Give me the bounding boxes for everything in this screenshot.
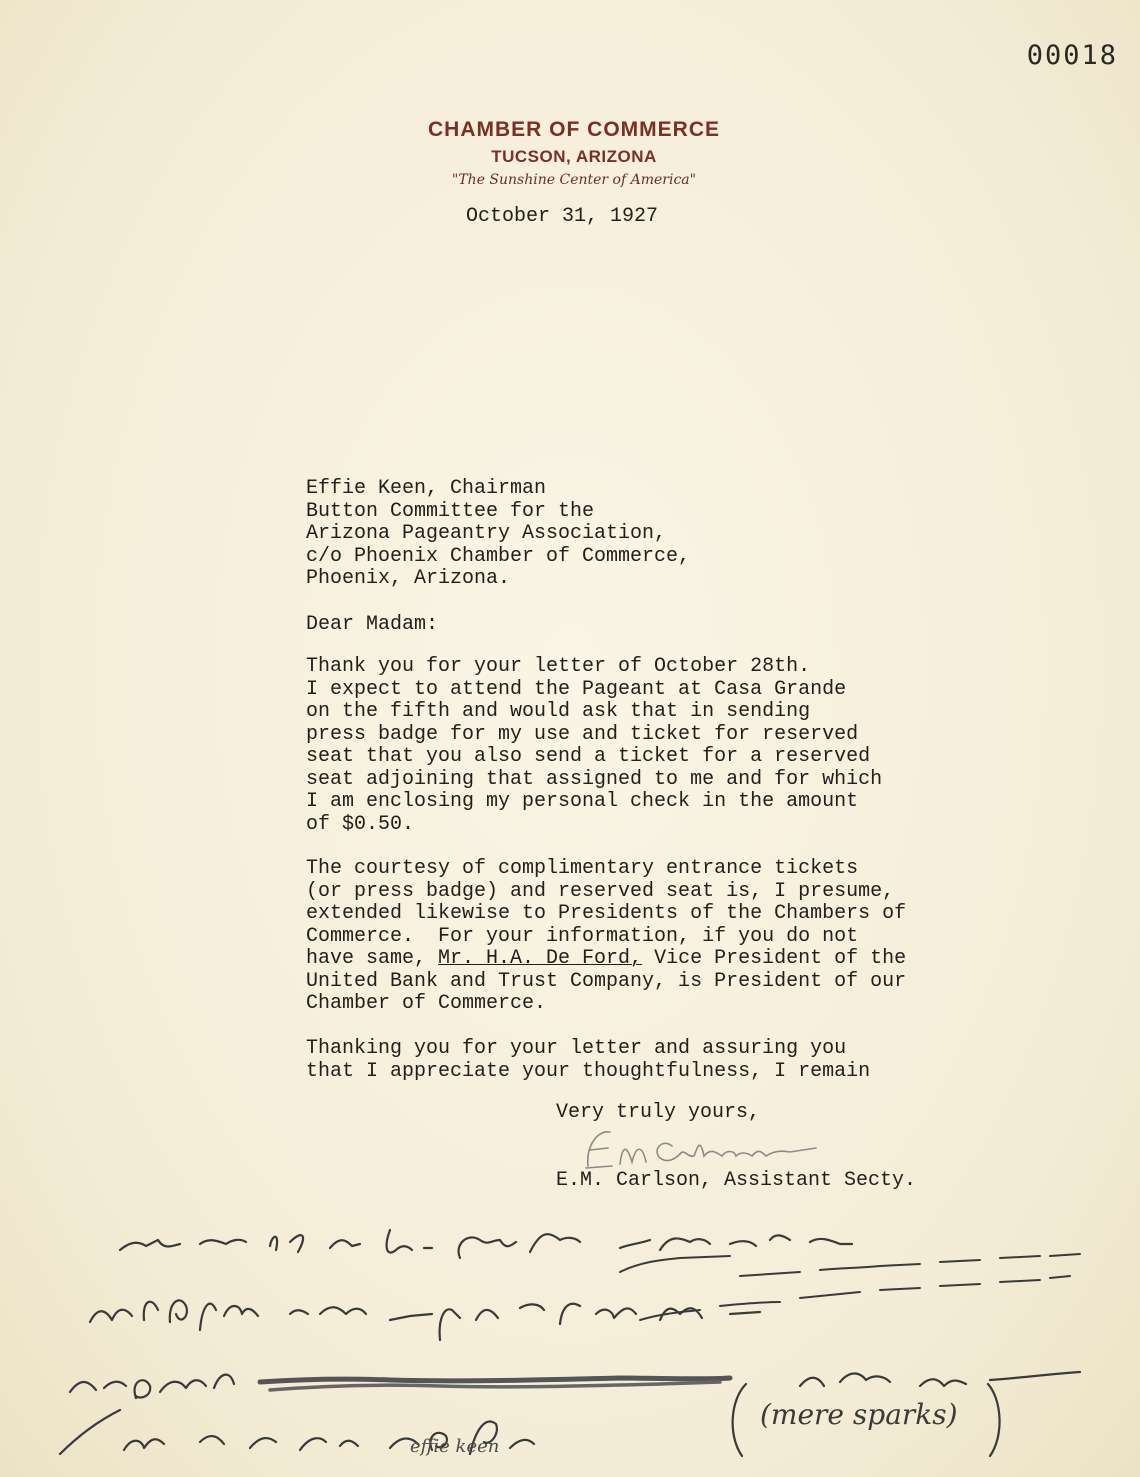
body-line: I expect to attend the Pageant at Casa Grande [306, 677, 847, 701]
body-line: seat adjoining that assigned to me and for which [306, 767, 883, 791]
underlined-name: Mr. H.A. De Ford, [438, 947, 643, 970]
body-line: Thanking you for your letter and assuring you [306, 1037, 847, 1060]
address-line: c/o Phoenix Chamber of Commerce, [306, 544, 691, 568]
complimentary-close: Very truly yours, [556, 1101, 761, 1124]
letterhead [0, 118, 1140, 188]
address-line: Effie Keen, Chairman [306, 477, 547, 500]
recipient-address [306, 478, 690, 591]
letterhead-organization: CHAMBER OF COMMERCE [428, 118, 720, 141]
body-line: Chamber of Commerce. [306, 992, 547, 1015]
salutation: Dear Madam: [306, 613, 439, 636]
body-line: (or press badge) and reserved seat is, I presume, [306, 879, 895, 903]
body-line: Commerce. For your information, if you do not [306, 924, 859, 948]
address-line: Button Committee for the [306, 499, 595, 523]
letter-date: October 31, 1927 [466, 205, 659, 228]
body-line-with-name [306, 948, 1046, 971]
body-line: on the fifth and would ask that in sending [306, 700, 811, 723]
body-text: have same, [306, 947, 439, 970]
letterhead-city: TUCSON, ARIZONA [491, 147, 657, 166]
body-line: that I appreciate your thoughtfulness, I remain [306, 1059, 871, 1083]
body-line: Thank you for your letter of October 28th. [306, 655, 811, 678]
body-line: The courtesy of complimentary entrance tickets [306, 857, 859, 880]
body-text: Vice President of the [642, 947, 907, 970]
pencil-subnote: effie keen [410, 1436, 500, 1457]
body-line: press badge for my use and ticket for reserved [306, 722, 859, 746]
body-paragraph-3 [306, 1038, 1046, 1083]
note-text: (mere sparks) [760, 1398, 958, 1431]
body-paragraph-2 [306, 858, 1046, 1016]
pencil-note [722, 1380, 1012, 1460]
body-paragraph-1 [306, 656, 1046, 836]
letterhead-motto: "The Sunshine Center of America" [451, 172, 697, 188]
document-number: 00018 [1026, 40, 1118, 71]
body-line: extended likewise to Presidents of the Chambers of [306, 902, 907, 925]
signer-name: E.M. Carlson, Assistant Secty. [556, 1169, 917, 1192]
address-line: Arizona Pageantry Association, [306, 522, 667, 545]
body-line: I am enclosing my personal check in the amount [306, 790, 859, 813]
body-line: of $0.50. [306, 812, 415, 836]
body-line: United Bank and Trust Company, is President of our [306, 969, 907, 993]
address-line: Phoenix, Arizona. [306, 567, 511, 590]
body-line: seat that you also send a ticket for a reserved [306, 745, 871, 768]
